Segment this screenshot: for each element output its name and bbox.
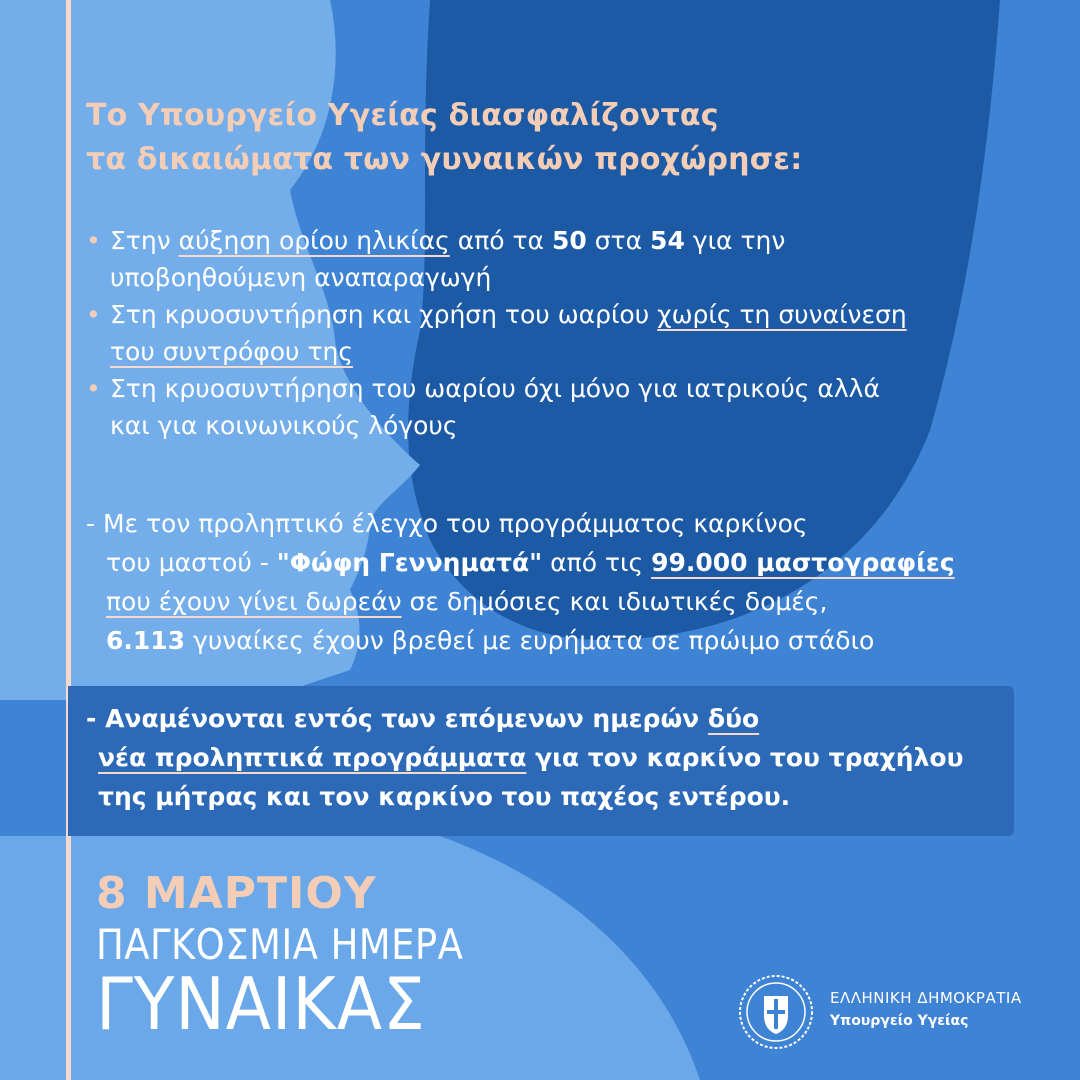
- underlined-phrase: δύο: [707, 704, 760, 733]
- age-from: 50: [551, 226, 587, 255]
- bullet-dot-icon: •: [86, 226, 101, 255]
- ministry-name: Υπουργείο Υγείας: [830, 1013, 969, 1029]
- greek-coat-of-arms-icon: [736, 972, 816, 1052]
- underlined-phrase: που έχουν γίνει δωρεάν: [106, 587, 402, 616]
- headline: [86, 94, 802, 182]
- underlined-phrase: νέα προληπτικά προγράμματα: [98, 743, 527, 772]
- mammograms-count: 99.000 μαστογραφίες: [651, 548, 955, 577]
- women-count: 6.113: [106, 626, 186, 655]
- underlined-phrase: του συντρόφου της: [110, 337, 354, 366]
- day-label: ΠΑΓΚΟΣΜΙΑ ΗΜΕΡΑ: [96, 920, 464, 969]
- program-name: "Φώφη Γεννηματά": [276, 548, 543, 577]
- list-item: • Στη κρυοσυντήρηση του ωαρίου όχι μόνο για ιατρικούς αλλά και για κοινωνικούς λόγους: [86, 370, 907, 444]
- org-name: ΕΛΛΗΝΙΚΗ ΔΗΜΟΚΡΑΤΙΑ: [830, 989, 1022, 1007]
- bullet-dot-icon: •: [86, 374, 101, 403]
- women-label: ΓΥΝΑΙΚΑΣ: [96, 962, 426, 1046]
- headline-line-1: Το Υπουργείο Υγείας διασφαλίζοντας: [86, 98, 719, 133]
- vertical-accent-line: [66, 0, 71, 1080]
- underlined-phrase: χωρίς τη συναίνεση: [657, 300, 907, 329]
- screening-paragraph: - Με τον προληπτικό έλεγχο του προγράμματος καρκίνος του μαστού - "Φώφη Γεννηματά" από τις 99.000 μαστογραφίες που έχουν γίνει δωρεάν σε δημόσιες και ιδιωτικές δομές, 6.113 γυναίκες έχουν βρεθεί με ευρήματα σε πρώιμο στάδιο: [86, 509, 955, 655]
- achievements-list: [86, 222, 907, 444]
- bullet-dot-icon: •: [86, 300, 101, 329]
- upcoming-programs-text: - Αναμένονται εντός των επόμενων ημερών δύο νέα προληπτικά προγράμματα για τον καρκίνο του τραχήλου της μήτρας και τον καρκίνο του παχέος εντέρου.: [86, 704, 964, 811]
- age-to: 54: [650, 226, 685, 255]
- list-item: • Στην αύξηση ορίου ηλικίας από τα 50 στα 54 για την υποβοηθούμενη αναπαραγωγή: [86, 222, 907, 296]
- underlined-phrase: αύξηση ορίου ηλικίας: [178, 226, 450, 255]
- date-label: 8 ΜΑΡΤΙΟΥ: [96, 868, 377, 919]
- headline-line-2: τα δικαιώματα των γυναικών προχώρησε:: [86, 142, 803, 177]
- list-item: • Στη κρυοσυντήρηση και χρήση του ωαρίου χωρίς τη συναίνεση του συντρόφου της: [86, 296, 907, 370]
